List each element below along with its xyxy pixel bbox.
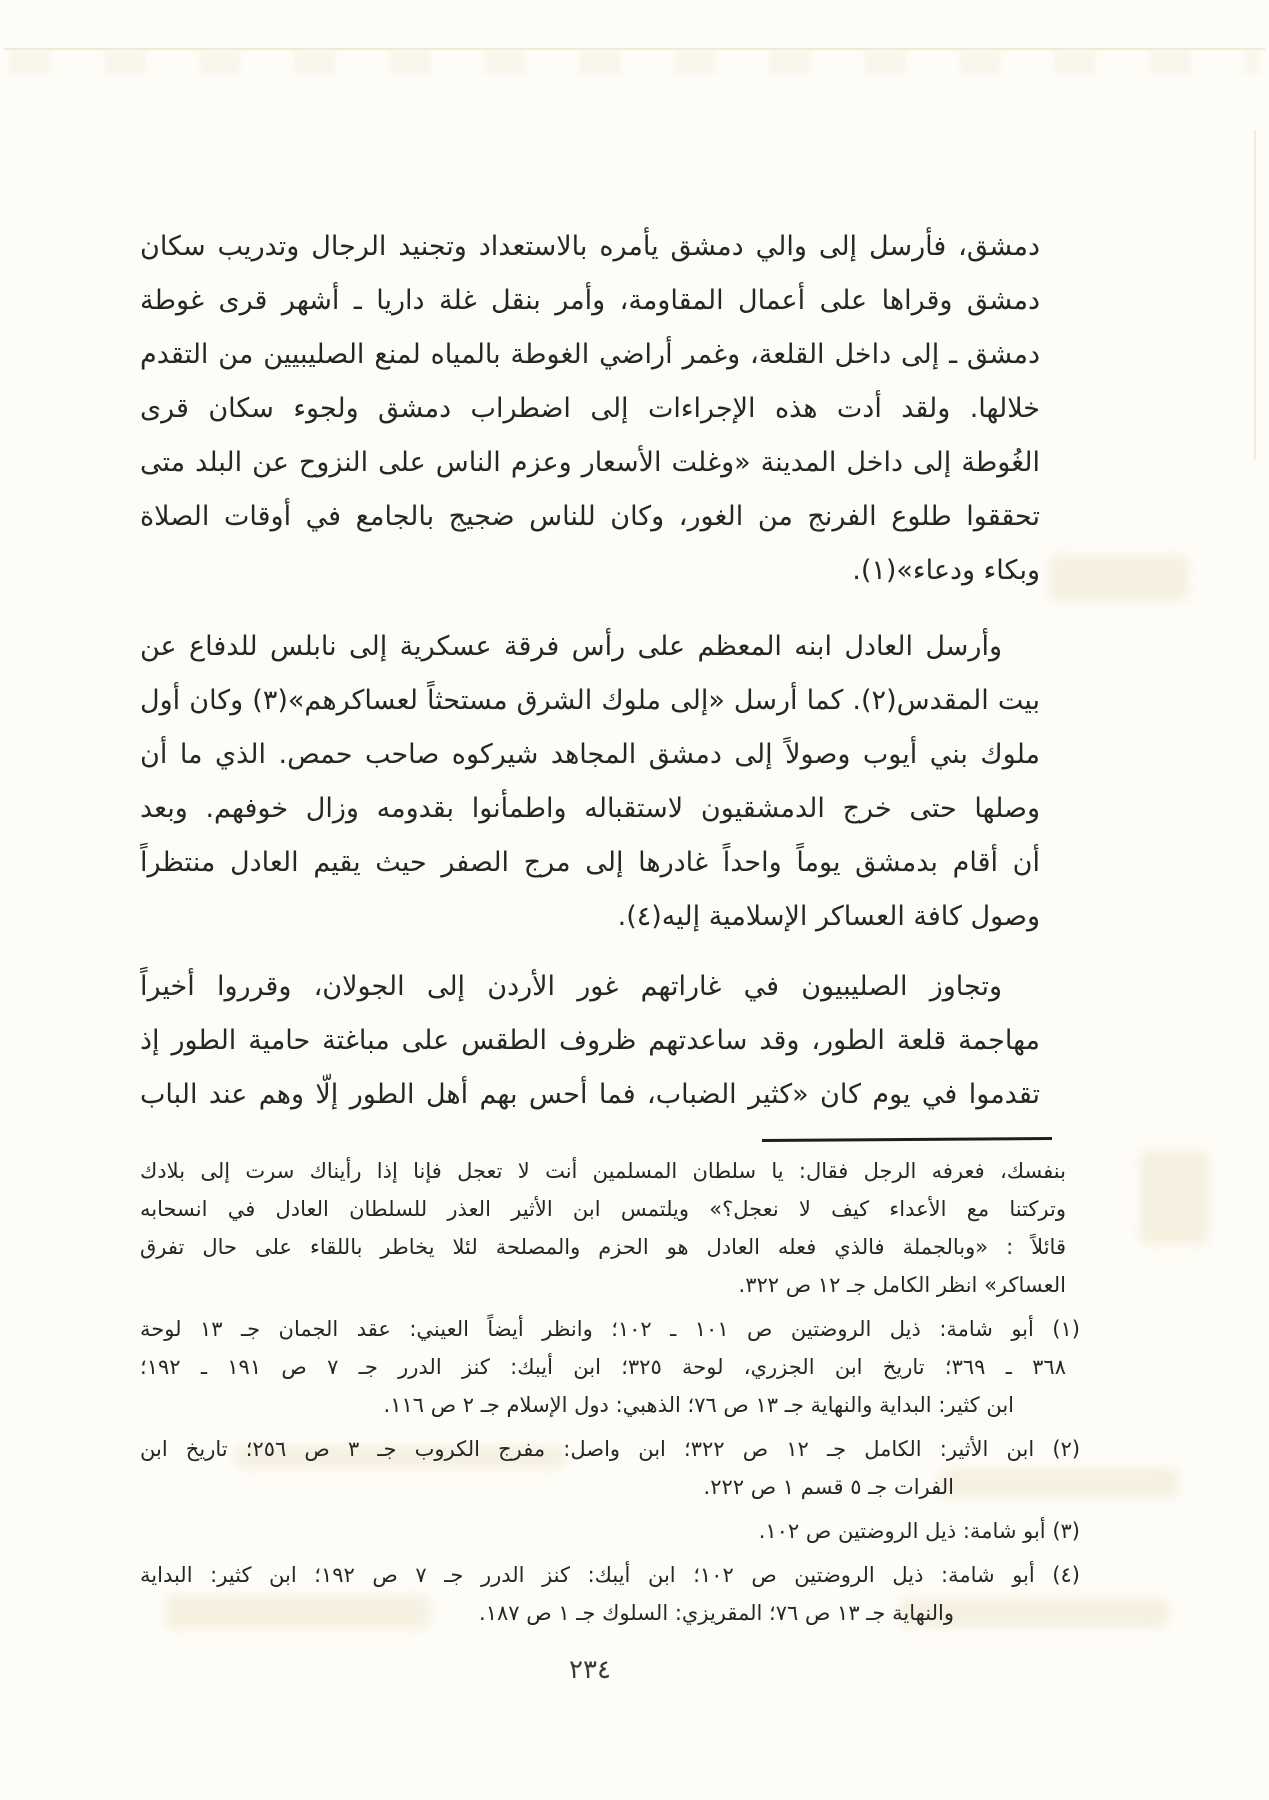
scan-crease-line	[4, 48, 1265, 50]
text-line: الغُوطة إلى داخل المدينة «وغلت الأسعار وعزم الناس على النزوح عن البلد متى	[140, 447, 1040, 478]
footnote-line: الفرات جـ ٥ قسم ١ ص ٢٢٢.	[703, 1475, 954, 1499]
footnote-line: (١) أبو شامة: ذيل الروضتين ص ١٠١ ـ ١٠٢؛ وانظر أيضاً العيني: عقد الجمان جـ ١٣ لوحة	[140, 1317, 1080, 1341]
text-line: تقدموا في يوم كان «كثير الضباب، فما أحس بهم أهل الطور إلّا وهم عند الباب	[140, 1079, 1040, 1110]
footnote-continuation	[140, 1152, 1066, 1304]
paragraph-2	[140, 620, 1040, 944]
text-line: دمشق وقراها على أعمال المقاومة، وأمر بنقل غلة داريا ـ أشهر قرى غوطة	[140, 285, 1040, 316]
paragraph-3	[140, 960, 1040, 1122]
footnote-4	[140, 1556, 1080, 1632]
scan-page-edge-line	[1254, 130, 1256, 460]
text-line: وصلها حتى خرج الدمشقيون لاستقباله واطمأنوا بقدومه وزال خوفهم. وبعد	[140, 793, 1040, 824]
footnote-line: بنفسك، فعرفه الرجل فقال: يا سلطان المسلمين أنت لا تعجل فإنا إذا رأيناك سرت إلى بلادك	[140, 1159, 1066, 1183]
text-line: وأرسل العادل ابنه المعظم على رأس فرقة عسكرية إلى نابلس للدفاع عن	[140, 631, 1002, 662]
footnote-line: ٣٦٨ ـ ٣٦٩؛ تاريخ ابن الجزري، لوحة ٣٢٥؛ ابن أيبك: كنز الدرر جـ ٧ ص ١٩١ ـ ١٩٢؛	[140, 1355, 1066, 1379]
footnote-line: (٢) ابن الأثير: الكامل جـ ١٢ ص ٣٢٢؛ ابن واصل: مفرج الكروب جـ ٣ ص ٢٥٦؛ تاريخ ابن	[140, 1437, 1080, 1461]
text-line: أن أقام بدمشق يوماً واحداً غادرها إلى مرج الصفر حيث يقيم العادل منتظراً	[140, 847, 1040, 878]
footnote-line: ابن كثير: البداية والنهاية جـ ١٣ ص ٧٦؛ الذهبي: دول الإسلام جـ ٢ ص ١١٦.	[383, 1393, 1014, 1417]
text-line: بيت المقدس(٢). كما أرسل «إلى ملوك الشرق مستحثاً لعساكرهم»(٣) وكان أول	[140, 685, 1040, 716]
paragraph-1	[140, 220, 1040, 598]
text-line: ملوك بني أيوب وصولاً إلى دمشق المجاهد شيركوه صاحب حمص. الذي ما أن	[140, 739, 1040, 770]
footnote-3	[140, 1512, 1080, 1550]
footnote-1	[140, 1310, 1080, 1424]
text-line: دمشق، فأرسل إلى والي دمشق يأمره بالاستعداد وتجنيد الرجال وتدريب سكان	[140, 231, 1040, 262]
text-line: وصول كافة العساكر الإسلامية إليه(٤).	[617, 901, 1040, 932]
footnote-2	[140, 1430, 1080, 1506]
footnote-line: (٤) أبو شامة: ذيل الروضتين ص ١٠٢؛ ابن أيبك: كنز الدرر جـ ٧ ص ١٩٢؛ ابن كثير: البداية	[140, 1563, 1080, 1587]
ink-bleed-smudge	[1139, 1150, 1209, 1245]
text-line: وبكاء ودعاء»(١).	[852, 555, 1040, 586]
footnote-line: قائلاً : «وبالجملة فالذي فعله العادل هو الحزم والمصلحة لئلا يخاطر باللقاء على حال تفرق	[140, 1235, 1066, 1259]
text-line: مهاجمة قلعة الطور، وقد ساعدتهم ظروف الطقس على مباغتة حامية الطور إذ	[140, 1025, 1040, 1056]
ink-bleed-smudge	[1049, 555, 1189, 601]
text-line: دمشق ـ إلى داخل القلعة، وغمر أراضي الغوطة بالمياه لمنع الصليبيين من التقدم	[140, 339, 1040, 370]
main-text	[140, 220, 1040, 1122]
footnotes-block	[140, 1152, 1080, 1632]
footnote-line: (٣) أبو شامة: ذيل الروضتين ص ١٠٢.	[758, 1519, 1080, 1543]
page-number: ٢٣٤	[569, 1655, 611, 1685]
text-line: خلالها. ولقد أدت هذه الإجراءات إلى اضطراب دمشق ولجوء سكان قرى	[140, 393, 1040, 424]
footnote-separator-rule	[762, 1137, 1052, 1142]
footnote-line: العساكر» انظر الكامل جـ ١٢ ص ٣٢٢.	[738, 1273, 1066, 1297]
text-line: تحققوا طلوع الفرنج من الغور، وكان للناس ضجيج بالجامع في أوقات الصلاة	[140, 501, 1040, 532]
footnote-line: والنهاية جـ ١٣ ص ٧٦؛ المقريزي: السلوك جـ ١ ص ١٨٧.	[479, 1601, 954, 1625]
scan-mottle-band	[10, 52, 1259, 74]
footnote-line: وتركتنا مع الأعداء كيف لا نعجل؟» ويلتمس ابن الأثير العذر للسلطان العادل في انسحابه	[140, 1197, 1066, 1221]
text-line: وتجاوز الصليبيون في غاراتهم غور الأردن إلى الجولان، وقرروا أخيراً	[140, 971, 1002, 1002]
